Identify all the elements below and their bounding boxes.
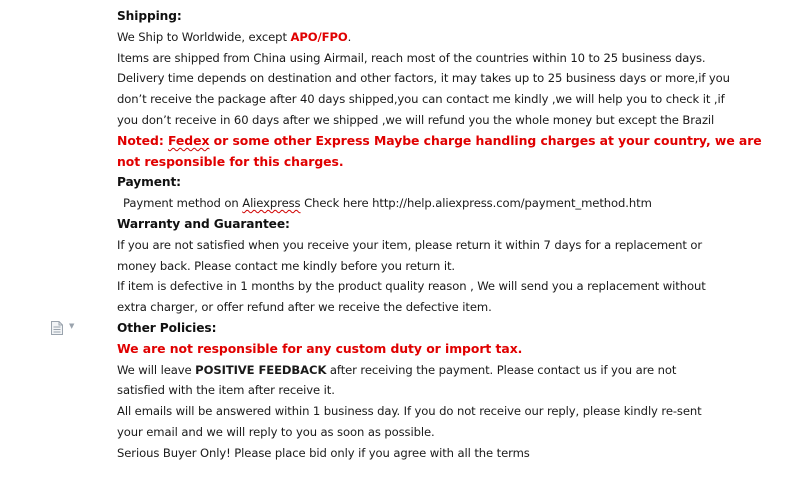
shipping-line-5: you don’t receive in 60 days after we shipped ,we will refund you the whole money but except the Brazil [117, 112, 715, 127]
dropdown-arrow-icon[interactable]: ▼ [69, 322, 75, 330]
feedback-post: after receiving the payment. Please contact us if you are not [326, 362, 677, 377]
shipping-noted-line-2: not responsible for this charges. [117, 153, 344, 169]
policies-heading: Other Policies: [117, 320, 217, 335]
policies-feedback-line [117, 360, 787, 381]
policies-custom-duty: We are not responsible for any custom duty or import tax. [117, 340, 523, 356]
policies-feedback-line-2: satisfied with the item after receive it. [117, 383, 335, 398]
document-icon[interactable] [51, 320, 63, 334]
payment-line [117, 193, 787, 214]
warranty-line-3: If item is defective in 1 months by the product quality reason , We will send you a replacement without [117, 279, 706, 294]
shipping-line-1-end: . [347, 29, 352, 44]
shipping-line-4: don’t receive the package after 40 days shipped,you can contact me kindly ,we will help you to check it ,if [117, 92, 725, 107]
policies-serious-buyer: Serious Buyer Only! Please place bid only if you agree with all the terms [117, 445, 530, 460]
noted-text: or some other Express Maybe charge handling charges at your country, we are [209, 132, 762, 148]
apo-fpo-highlight: APO/FPO [290, 29, 348, 44]
fedex-misspelled-word: Fedex [168, 132, 210, 148]
aliexpress-misspelled-word: Aliexpress [242, 196, 301, 211]
shipping-line-1-text: We Ship to Worldwide, except [117, 29, 291, 44]
payment-line-text: Payment method on [123, 196, 243, 211]
payment-heading: Payment: [117, 175, 181, 190]
warranty-heading: Warranty and Guarantee: [117, 216, 290, 231]
shipping-heading: Shipping: [117, 9, 182, 23]
policies-email-line-2: your email and we will reply to you as soon as possible. [117, 424, 435, 439]
shipping-line-3: Delivery time depends on destination and other factors, it may takes up to 25 business days or more,if you [117, 71, 730, 86]
positive-feedback-bold: POSITIVE FEEDBACK [195, 362, 327, 377]
warranty-line-1: If you are not satisfied when you receive your item, please return it within 7 days for a replacement or [117, 237, 703, 252]
shipping-line-1 [117, 27, 787, 48]
feedback-pre: We will leave [117, 362, 196, 377]
shipping-line-2: Items are shipped from China using Airmail, reach most of the countries within 10 to 25 business days. [117, 50, 706, 65]
shipping-noted [117, 131, 787, 152]
warranty-line-4: extra charger, or offer refund after we receive the defective item. [117, 300, 492, 315]
warranty-line-2: money back. Please contact me kindly before you return it. [117, 258, 456, 273]
noted-label: Noted: [117, 132, 168, 148]
document-body [117, 6, 787, 464]
payment-line-url: Check here http://help.aliexpress.com/payment_method.htm [300, 196, 652, 211]
document-icon-svg [51, 321, 63, 335]
policies-email-line-1: All emails will be answered within 1 business day. If you do not receive our reply, please kindly re-sent [117, 404, 702, 419]
